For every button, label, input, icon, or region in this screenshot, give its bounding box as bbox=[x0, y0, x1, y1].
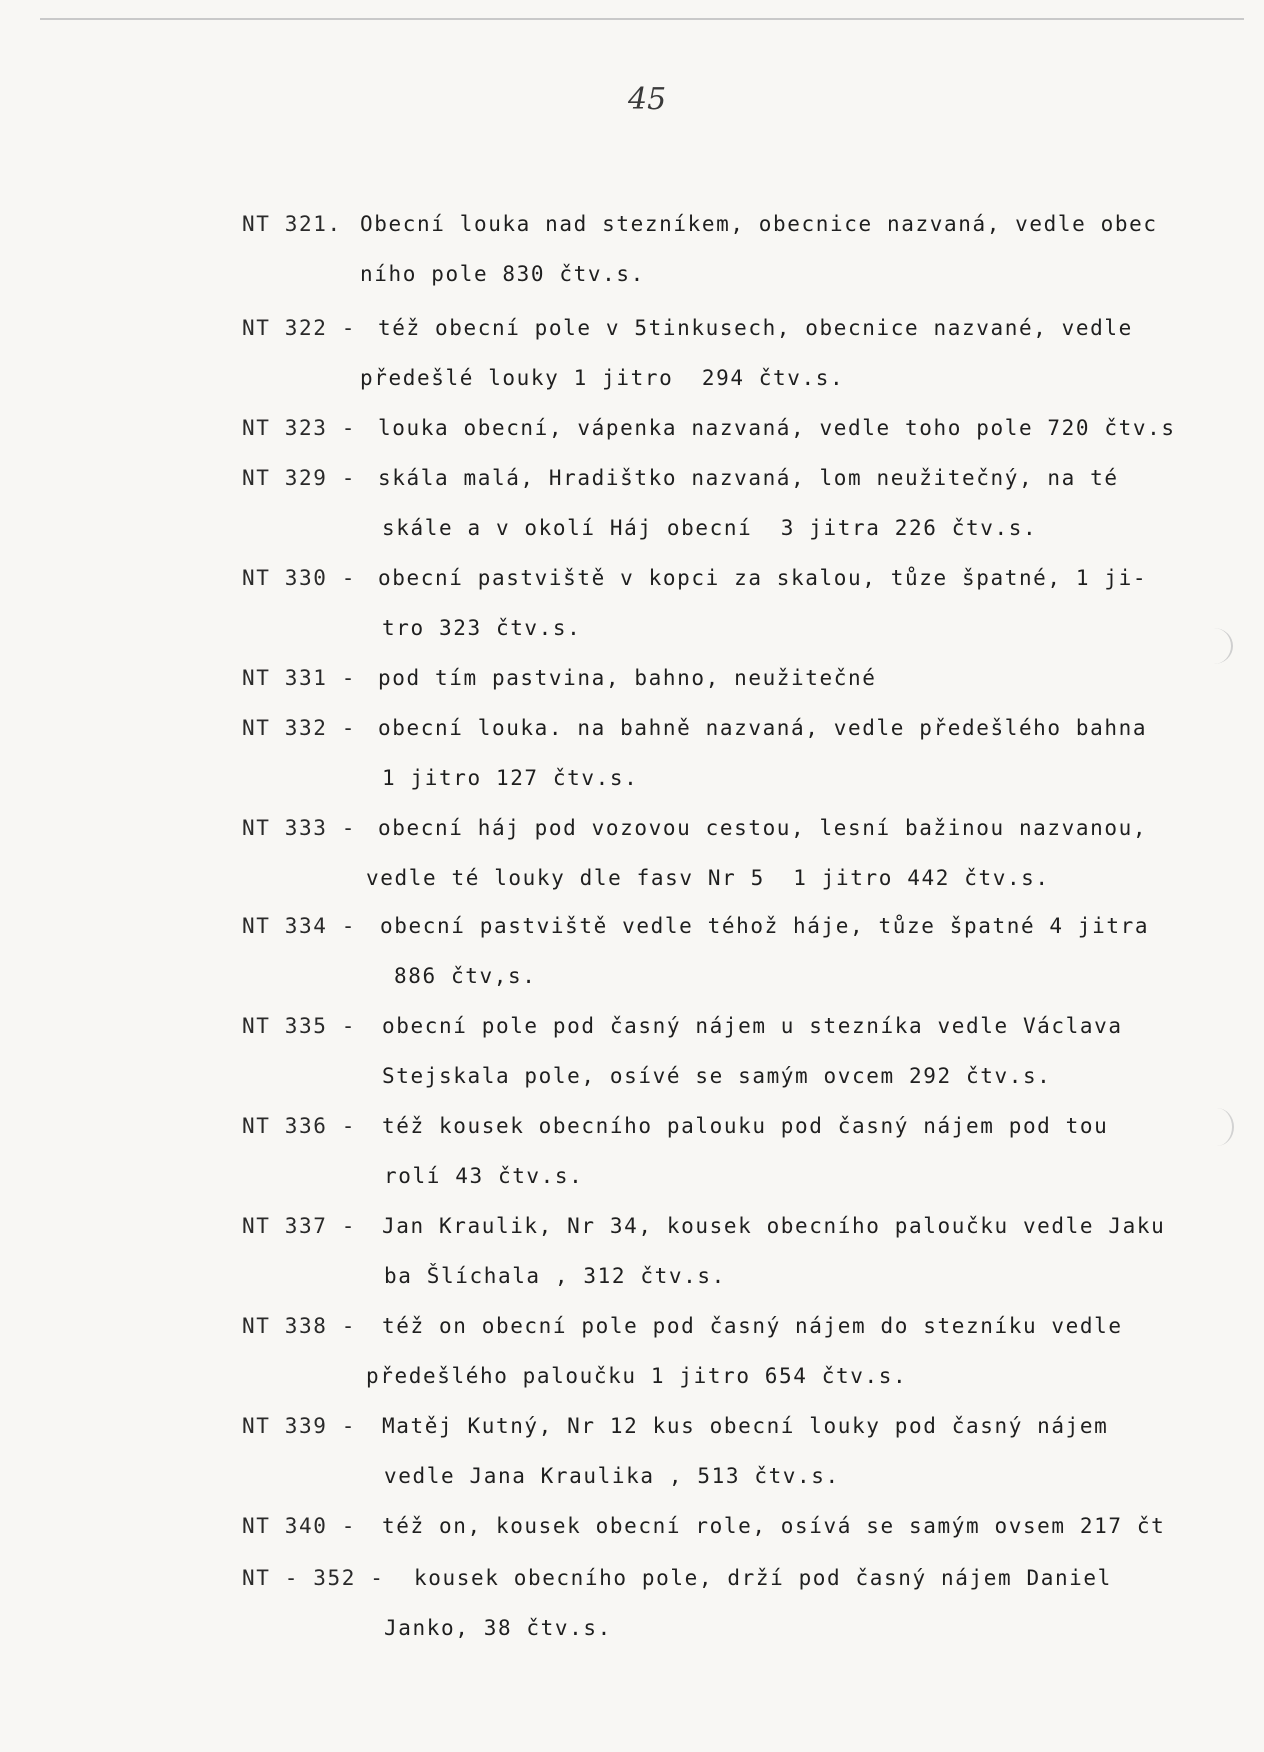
entry-text-continuation: 886 čtv,s. bbox=[394, 964, 537, 988]
entry-text-continuation: Stejskala pole, osívé se samým ovcem 292 čtv.s. bbox=[382, 1064, 1052, 1088]
entry-ref: NT - 352 - bbox=[242, 1566, 385, 1590]
entry-ref: NT 336 - bbox=[242, 1114, 356, 1138]
entry-ref: NT 330 - bbox=[242, 566, 356, 590]
entry-ref: NT 322 - bbox=[242, 316, 356, 340]
entry-text: obecní louka. na bahně nazvaná, vedle předešlého bahna bbox=[378, 716, 1148, 740]
top-rule bbox=[40, 18, 1244, 20]
entry-text: též on obecní pole pod časný nájem do stezníku vedle bbox=[382, 1314, 1123, 1338]
entry-text-continuation: předešlého paloučku 1 jitro 654 čtv.s. bbox=[366, 1364, 908, 1388]
entry-ref: NT 334 - bbox=[242, 914, 356, 938]
entry-text-continuation: ba Šlíchala , 312 čtv.s. bbox=[384, 1264, 726, 1288]
entry-ref: NT 331 - bbox=[242, 666, 356, 690]
entry-text-continuation: vedle té louky dle fasv Nr 5 1 jitro 442 čtv.s. bbox=[366, 866, 1050, 890]
entry-text: pod tím pastvina, bahno, neužitečné bbox=[378, 666, 877, 690]
entry-ref: NT 339 - bbox=[242, 1414, 356, 1438]
entry-ref: NT 338 - bbox=[242, 1314, 356, 1338]
page-number: 45 bbox=[628, 82, 667, 117]
entry-text: též on, kousek obecní role, osívá se samým ovsem 217 čt bbox=[382, 1514, 1166, 1538]
entry-text: Matěj Kutný, Nr 12 kus obecní louky pod časný nájem bbox=[382, 1414, 1109, 1438]
entry-text-continuation: ního pole 830 čtv.s. bbox=[360, 262, 645, 286]
entry-text-continuation: předešlé louky 1 jitro 294 čtv.s. bbox=[360, 366, 845, 390]
entry-text: Jan Kraulik, Nr 34, kousek obecního paloučku vedle Jaku bbox=[382, 1214, 1166, 1238]
entry-text: též obecní pole v 5tinkusech, obecnice nazvané, vedle bbox=[378, 316, 1133, 340]
entry-text-continuation: rolí 43 čtv.s. bbox=[384, 1164, 584, 1188]
entry-text: louka obecní, vápenka nazvaná, vedle toho pole 720 čtv.s bbox=[378, 416, 1176, 440]
entry-ref: NT 340 - bbox=[242, 1514, 356, 1538]
entry-ref: NT 337 - bbox=[242, 1214, 356, 1238]
entry-text: skála malá, Hradištko nazvaná, lom neužitečný, na té bbox=[378, 466, 1119, 490]
paper-stain bbox=[1195, 628, 1233, 664]
entry-ref: NT 335 - bbox=[242, 1014, 356, 1038]
entry-text-continuation: skále a v okolí Háj obecní 3 jitra 226 čtv.s. bbox=[382, 516, 1038, 540]
entry-text: též kousek obecního palouku pod časný nájem pod tou bbox=[382, 1114, 1109, 1138]
entry-text-continuation: vedle Jana Kraulika , 513 čtv.s. bbox=[384, 1464, 840, 1488]
entry-text: obecní háj pod vozovou cestou, lesní bažinou nazvanou, bbox=[378, 816, 1148, 840]
entry-text: kousek obecního pole, drží pod časný nájem Daniel bbox=[414, 1566, 1112, 1590]
entry-ref: NT 333 - bbox=[242, 816, 356, 840]
entry-text: obecní pole pod časný nájem u stezníka vedle Václava bbox=[382, 1014, 1123, 1038]
entry-text: Obecní louka nad stezníkem, obecnice nazvaná, vedle obec bbox=[360, 212, 1158, 236]
paper-stain bbox=[1200, 1108, 1234, 1146]
entry-text-continuation: tro 323 čtv.s. bbox=[382, 616, 582, 640]
entry-text-continuation: 1 jitro 127 čtv.s. bbox=[382, 766, 639, 790]
entry-ref: NT 321. bbox=[242, 212, 342, 236]
entry-ref: NT 323 - bbox=[242, 416, 356, 440]
entry-text: obecní pastviště vedle téhož háje, tůze špatné 4 jitra bbox=[380, 914, 1150, 938]
entry-text: obecní pastviště v kopci za skalou, tůze špatné, 1 ji- bbox=[378, 566, 1148, 590]
entry-text-continuation: Janko, 38 čtv.s. bbox=[384, 1616, 612, 1640]
entry-ref: NT 329 - bbox=[242, 466, 356, 490]
entry-ref: NT 332 - bbox=[242, 716, 356, 740]
